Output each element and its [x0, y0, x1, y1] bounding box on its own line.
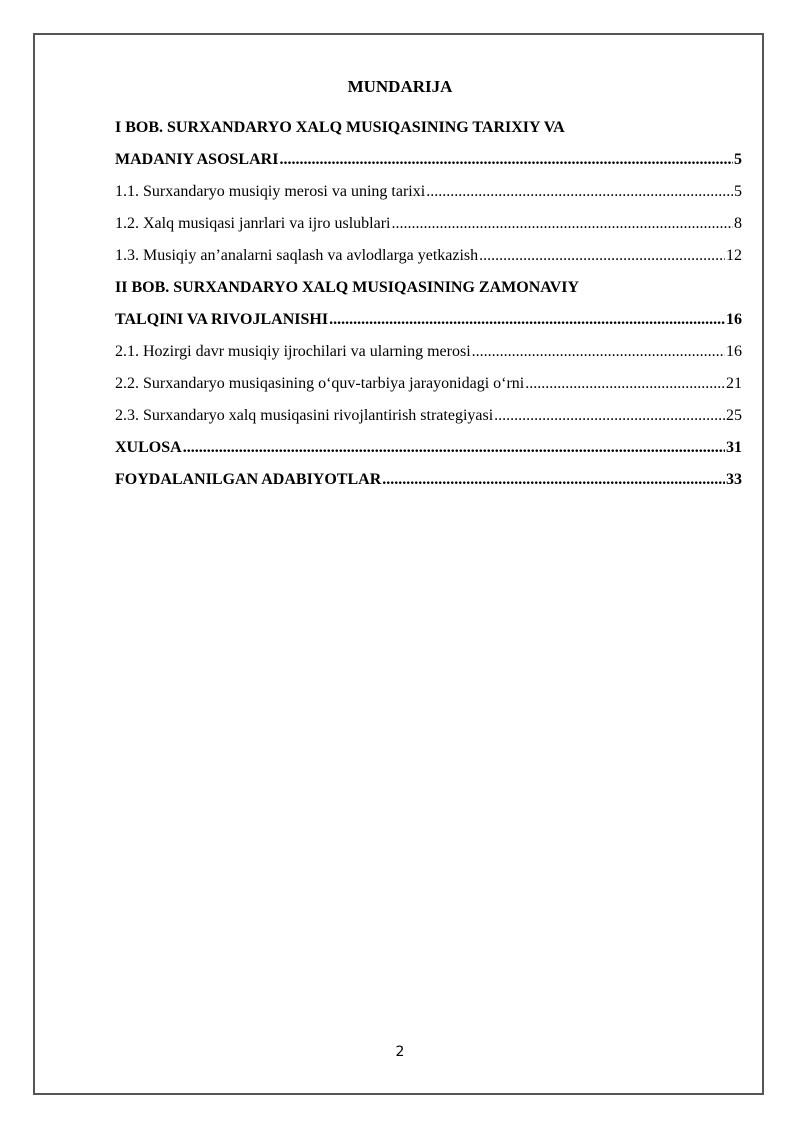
dot-leader — [392, 208, 734, 240]
toc-chapter-1[interactable] — [115, 144, 742, 176]
dot-leader — [479, 240, 725, 272]
toc-section-1-1[interactable] — [115, 176, 742, 208]
dot-leader — [382, 464, 725, 496]
toc-section-2-2[interactable] — [115, 368, 742, 400]
toc-page-number: 21 — [726, 375, 742, 392]
toc-entry-text: 1.2. Xalq musiqasi janrlari va ijro uslublari — [115, 215, 391, 232]
toc-page-number: 25 — [726, 407, 742, 424]
toc-section-1-2[interactable] — [115, 208, 742, 240]
toc-page-number: 33 — [726, 471, 742, 488]
toc-page-number: 8 — [734, 215, 742, 232]
toc-section-2-3[interactable] — [115, 400, 742, 432]
toc-page-number: 16 — [726, 343, 742, 360]
toc-entry-text: XULOSA — [115, 439, 182, 456]
dot-leader — [494, 400, 725, 432]
toc-page-number: 16 — [726, 311, 742, 328]
dot-leader — [183, 432, 725, 464]
toc-references[interactable] — [115, 464, 742, 496]
page-number: 2 — [395, 1044, 405, 1060]
toc-page-number: 12 — [726, 247, 742, 264]
toc-entry-text: 1.3. Musiqiy an’analarni saqlash va avlodlarga yetkazish — [115, 247, 479, 264]
table-of-contents — [115, 112, 742, 496]
toc-entry-text: TALQINI VA RIVOJLANISHI — [115, 311, 329, 328]
toc-conclusion[interactable] — [115, 432, 742, 464]
dot-leader — [279, 144, 733, 176]
toc-chapter-2[interactable] — [115, 304, 742, 336]
toc-entry-text: 2.2. Surxandaryo musiqasining o‘quv-tarbiya jarayonidagi o‘rni — [115, 375, 525, 392]
dot-leader — [329, 304, 725, 336]
dot-leader — [525, 368, 725, 400]
toc-page-number: 5 — [734, 183, 742, 200]
toc-entry-text: FOYDALANILGAN ADABIYOTLAR — [115, 471, 382, 488]
dot-leader — [472, 336, 725, 368]
dot-leader — [426, 176, 733, 208]
toc-page-number: 31 — [726, 439, 742, 456]
toc-entry-text: 2.3. Surxandaryo xalq musiqasini rivojlantirish strategiyasi — [115, 407, 494, 424]
toc-chapter-1-line-1: I BOB. SURXANDARYO XALQ MUSIQASINING TARIXIY VA — [115, 119, 565, 136]
toc-section-2-1[interactable] — [115, 336, 742, 368]
toc-page-number: 5 — [734, 151, 742, 168]
toc-section-1-3[interactable] — [115, 240, 742, 272]
toc-entry-text: 2.1. Hozirgi davr musiqiy ijrochilari va ularning merosi — [115, 343, 471, 360]
toc-entry-text: 1.1. Surxandaryo musiqiy merosi va uning tarixi — [115, 183, 426, 200]
toc-entry-text: MADANIY ASOSLARI — [115, 151, 279, 168]
toc-chapter-2-line-1: II BOB. SURXANDARYO XALQ MUSIQASINING ZAMONAVIY — [115, 279, 580, 296]
toc-title: MUNDARIJA — [347, 77, 453, 96]
